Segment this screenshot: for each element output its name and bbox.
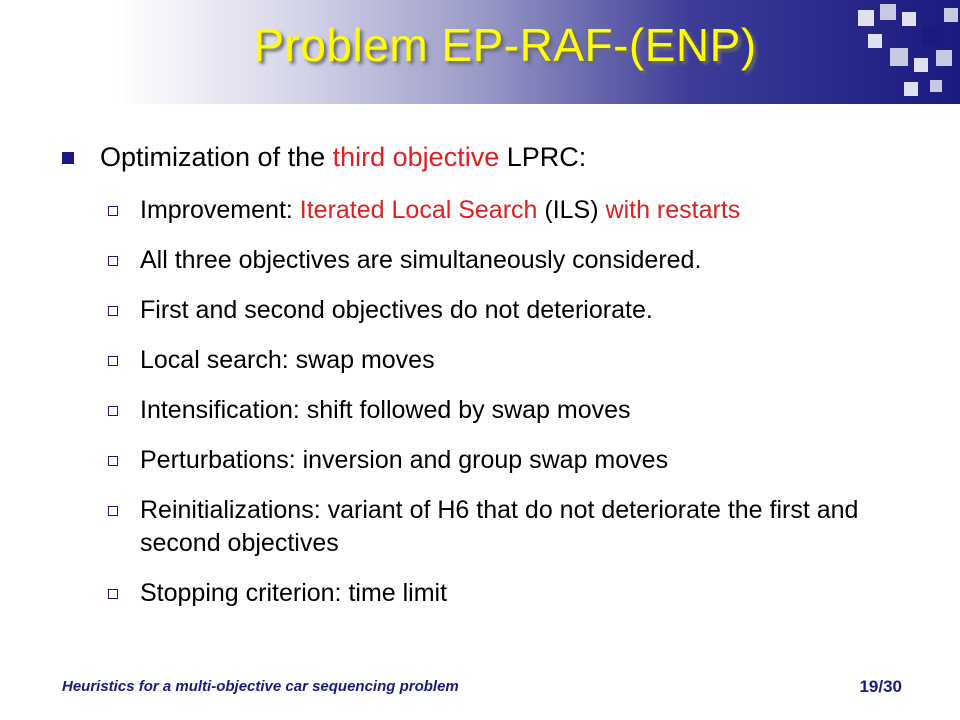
page-number: 19/30 [859, 677, 902, 696]
heading-before: Optimization of the [100, 142, 333, 172]
highlighted-text: with restarts [605, 196, 741, 224]
item-text: Reinitializations: variant of H6 that do not deteriorate the first and second objectives [140, 496, 859, 557]
item-text: Improvement: [140, 196, 300, 224]
list-item [62, 244, 942, 277]
highlighted-text: Iterated Local Search [299, 196, 538, 224]
main-bullet [62, 140, 942, 174]
hollow-square-bullet-icon [108, 589, 118, 599]
hollow-square-bullet-icon [108, 456, 118, 466]
slide-content [62, 140, 942, 627]
item-text: (ILS) [537, 196, 606, 224]
item-text: Stopping criterion: time limit [140, 579, 448, 607]
item-text: Perturbations: inversion and group swap moves [140, 446, 669, 474]
item-text: First and second objectives do not deteriorate. [140, 296, 653, 324]
list-item [62, 194, 942, 227]
square-bullet-icon [62, 152, 74, 164]
list-item [62, 444, 942, 477]
hollow-square-bullet-icon [108, 206, 118, 216]
heading-highlight: third objective [332, 142, 500, 172]
list-item [62, 494, 942, 560]
hollow-square-bullet-icon [108, 406, 118, 416]
hollow-square-bullet-icon [108, 256, 118, 266]
item-text: All three objectives are simultaneously considered. [140, 246, 702, 274]
list-item [62, 577, 942, 610]
page-title: Problem EP-RAF-(ENP) [253, 19, 757, 71]
item-text: Intensification: shift followed by swap moves [140, 396, 631, 424]
item-text: Local search: swap moves [140, 346, 435, 374]
hollow-square-bullet-icon [108, 356, 118, 366]
list-item [62, 294, 942, 327]
list-item [62, 394, 942, 427]
heading-after: LPRC: [499, 142, 587, 172]
footer-title: Heuristics for a multi-objective car sequencing problem [62, 678, 459, 695]
hollow-square-bullet-icon [108, 506, 118, 516]
list-item [62, 344, 942, 377]
sub-bullet-list [62, 194, 942, 610]
hollow-square-bullet-icon [108, 306, 118, 316]
